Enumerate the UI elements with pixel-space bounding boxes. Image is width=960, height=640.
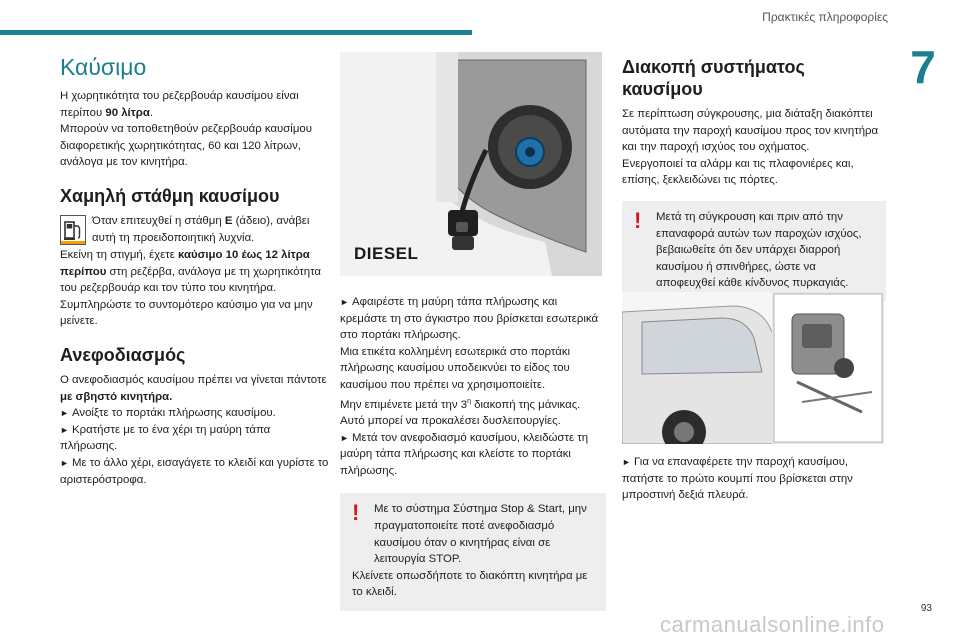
low-fuel-note-a: Όταν επιτευχθεί η στάθμη <box>92 214 225 227</box>
refuel-step-4 <box>340 294 606 344</box>
nozzle-sup: η <box>467 397 471 405</box>
cutoff-reset-text: Για να επαναφέρετε την παροχή καυσίμου, πατήστε το πρώτο κουμπί που βρίσκεται στην μπροστινή δεξιά πλευρά. <box>622 456 853 502</box>
bullet-arrow-icon: ► <box>60 457 69 468</box>
fuel-flap-drawing <box>340 52 602 276</box>
step-3-text: Με το άλλο χέρι, εισαγάγετε το κλειδί και γυρίστε το αριστερόστροφα. <box>60 456 329 486</box>
fuel-capacity-a: Η χωρητικότητα του ρεζερβουάρ καυσίμου είναι περίπου <box>60 90 299 119</box>
cutoff-step-block <box>622 454 886 504</box>
fuel-type-label-text: Μια ετικέτα κολλημένη εσωτερικά στο πορτάκι πλήρωσης καυσίμου υποδεικνύει το είδος του καυσίμου που πρέπει να χρησιμοποιείτε. <box>340 345 571 391</box>
refuel-heading: Ανεφοδιασμός <box>60 344 186 365</box>
cutoff-effects: Ενεργοποιεί τα αλάρμ και τις πλαφονιέρες και, επίσης, ξεκλειδώνει τις πόρτες. <box>622 157 854 187</box>
chapter-number: 7 <box>910 41 936 93</box>
page-number: 93 <box>920 603 932 614</box>
low-fuel-advice: Συμπληρώστε το συντομότερο καύσιμο για να μην μείνετε. <box>60 298 313 328</box>
reserve-a: Εκείνη τη στιγμή, έχετε <box>60 248 178 261</box>
reserve-amount: καύσιμο 10 έως 12 λίτρα περίπου <box>60 248 310 278</box>
low-fuel-heading: Χαμηλή στάθμη καυσίμου <box>60 185 280 206</box>
reserve-c: στη ρεζέρβα, ανάλογα με τη χωρητικότητα του ρεζερβουάρ και τον τύπο του κινητήρα. <box>60 265 322 295</box>
stop-start-warning-box <box>340 493 606 611</box>
warning-exclamation-icon: ! <box>634 207 642 233</box>
bullet-arrow-icon: ► <box>60 408 69 419</box>
refuel-intro-a: Ο ανεφοδιασμός καυσίμου πρέπει να γίνεται πάντοτε <box>60 373 327 386</box>
right-column <box>622 56 886 302</box>
nozzle-b: διακοπή της μάνικας. Αυτό μπορεί να προκαλέσει δυσλειτουργίες. <box>340 398 581 427</box>
step-4-text: Αφαιρέστε τη μαύρη τάπα πλήρωσης και κρεμάστε τη στο άγκιστρο που βρίσκεται εσωτερικά στο πορτάκι πλήρωσης. <box>340 296 599 342</box>
bullet-arrow-icon: ► <box>340 297 349 307</box>
fuel-heading: Καύσιμο <box>60 54 147 80</box>
cutoff-heading: Διακοπή συστήματος καυσίμου <box>622 57 805 99</box>
refuel-engine-off: με σβηστό κινητήρα. <box>60 390 173 403</box>
van-drawing <box>622 292 884 444</box>
cutoff-warning-text: Μετά τη σύγκρουση και πριν από την επαναφορά αυτών των παροχών ισχύος, βεβαιωθείτε ότι δεν υπάρχει διαρροή καυσίμου ή σπινθήρες, ώστε να αποφευχθεί κάθε κίνδυνος πυρκαγιάς. <box>656 210 862 290</box>
middle-column <box>340 294 606 611</box>
nozzle-cutoff-text <box>340 394 606 430</box>
van-cutoff-illustration <box>622 292 884 444</box>
fuel-capacity-text <box>60 88 330 121</box>
fuel-capacity-c: . <box>149 106 154 119</box>
fuel-cap-illustration <box>340 52 602 276</box>
low-fuel-reserve-text <box>60 247 330 297</box>
refuel-step-1 <box>60 405 330 422</box>
step-2-text: Κρατήστε με το ένα χέρι τη μαύρη τάπα πλήρωσης. <box>60 423 271 453</box>
diesel-label: DIESEL <box>354 244 419 263</box>
cutoff-intro: Σε περίπτωση σύγκρουσης, μια διάταξη διακόπτει αυτόματα την παροχή καυσίμου προς τον κινητήρα και την παροχή ισχύος του οχήματος. <box>622 108 879 154</box>
section-title: Πρακτικές πληροφορίες <box>762 10 888 24</box>
bullet-arrow-icon: ► <box>622 457 631 467</box>
bullet-arrow-icon: ► <box>340 432 349 443</box>
bullet-arrow-icon: ► <box>60 424 69 435</box>
key-off-warning-text: Κλείνετε οπωσδήποτε το διακόπτη κινητήρα με το κλειδί. <box>352 569 588 599</box>
nozzle-a: Μην επιμένετε μετά την 3 <box>340 398 468 411</box>
step-1-text: Ανοίξτε το πορτάκι πλήρωσης καυσίμου. <box>72 407 276 420</box>
watermark: carmanualsonline.info <box>660 612 885 637</box>
refuel-intro <box>60 372 330 405</box>
cutoff-reset-step <box>622 454 886 504</box>
low-fuel-level-e: E <box>224 214 233 227</box>
fuel-capacity-value: 90 λίτρα <box>105 106 150 119</box>
step-5-text: Μετά τον ανεφοδιασμό καυσίμου, κλειδώστε τη μαύρη τάπα πλήρωσης και κλείστε το πορτάκι πλήρωσης. <box>340 431 589 477</box>
refuel-step-2 <box>60 422 330 455</box>
stop-start-warning-text: Με το σύστημα Σύστημα Stop & Start, μην πραγματοποιείτε ποτέ ανεφοδιασμό καυσίμου όταν ο κινητήρας είναι σε λειτουργία STOP. <box>374 503 587 566</box>
fuel-tank-options: Μπορούν να τοποθετηθούν ρεζερβουάρ καυσίμου διαφορετικής χωρητικότητας, 60 και 120 λίτρων, ανάλογα με τον κινητήρα. <box>60 123 312 169</box>
low-fuel-note <box>60 213 330 247</box>
low-fuel-note-c: (άδειο), ανάβει αυτή τη προειδοποιητική λυχνία. <box>92 214 310 244</box>
warning-exclamation-icon: ! <box>352 500 360 526</box>
refuel-step-5 <box>340 430 606 480</box>
cutoff-warning-box <box>622 201 886 302</box>
refuel-step-3 <box>60 455 330 488</box>
header-accent-bar <box>0 30 472 35</box>
fuel-pump-warning-icon <box>60 215 86 245</box>
left-column <box>60 52 330 488</box>
